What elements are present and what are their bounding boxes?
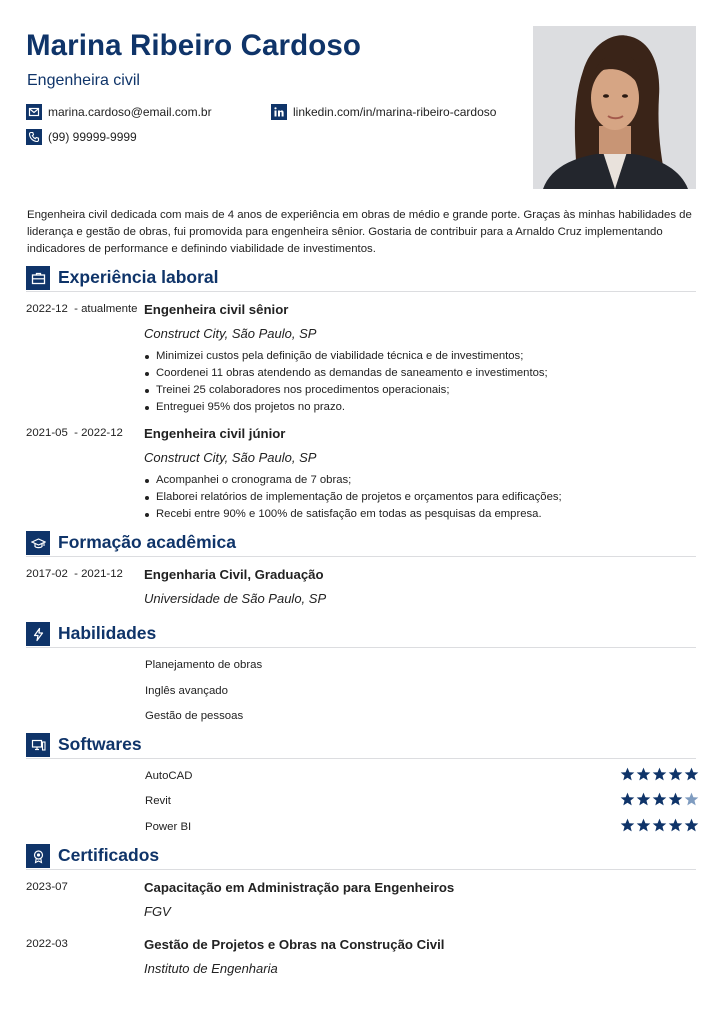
- job-title-entry: Engenheira civil júnior: [144, 426, 286, 441]
- degree-title: Engenharia Civil, Graduação: [144, 567, 324, 582]
- star-icon: [620, 767, 635, 782]
- section-education-header: [26, 531, 696, 557]
- section-software-header: [26, 733, 696, 759]
- contact-email: [26, 104, 212, 120]
- star-icon: [636, 818, 651, 833]
- profile-summary: Engenheira civil dedicada com mais de 4 anos de experiência em obras de médio e grande porte. Graças às minhas habilidades de liderança e gestão de obras, fui promovida para engenheira sênior. Gostaria de contribuir para a Arnaldo Cruz implementando indicadores de performance e definindo viabilidade de investimentos.: [27, 209, 692, 255]
- phone-text: (99) 99999-9999: [48, 130, 137, 144]
- software-name: Revit: [145, 795, 171, 807]
- certificate-date: 2022-03: [26, 938, 68, 950]
- rating-stars: [620, 767, 699, 782]
- section-title: Habilidades: [58, 623, 157, 643]
- certificate-issuer: FGV: [144, 904, 171, 919]
- section-experience-header: [26, 266, 696, 292]
- certificate-title: Capacitação em Administração para Engenheiros: [144, 880, 455, 895]
- candidate-name: Marina Ribeiro Cardoso: [26, 29, 361, 62]
- certificate-issuer: Instituto de Engenharia: [144, 961, 278, 976]
- certificate-icon: [26, 844, 50, 868]
- list-item: Recebi entre 90% e 100% de satisfação em todas as pesquisas da empresa.: [144, 506, 562, 523]
- email-text[interactable]: marina.cardoso@email.com.br: [48, 105, 212, 119]
- school-name: Universidade de São Paulo, SP: [144, 591, 327, 606]
- contact-linkedin: [271, 104, 496, 120]
- job-title-entry: Engenheira civil sênior: [144, 302, 289, 317]
- list-item: Treinei 25 colaboradores nos procedimentos operacionais;: [144, 382, 548, 399]
- list-item: Coordenei 11 obras atendendo as demandas de saneamento e investimentos;: [144, 365, 548, 382]
- computer-icon: [26, 733, 50, 757]
- section-title: Formação acadêmica: [58, 532, 237, 552]
- star-icon: [684, 818, 699, 833]
- contact-phone: [26, 129, 137, 145]
- section-certificates-header: [26, 844, 696, 870]
- list-item: Minimizei custos pela definição de viabilidade técnica e de investimentos;: [144, 348, 548, 365]
- certificate-title: Gestão de Projetos e Obras na Construção Civil: [144, 937, 445, 952]
- star-icon: [684, 767, 699, 782]
- star-icon: [652, 767, 667, 782]
- job-date: 2021-05 - 2022-12: [26, 427, 123, 439]
- star-icon: [652, 818, 667, 833]
- skill-item: Inglês avançado: [145, 685, 228, 697]
- job-date: 2022-12 - atualmente: [26, 303, 138, 315]
- job-employer: Construct City, São Paulo, SP: [144, 326, 317, 341]
- list-item: Entreguei 95% dos projetos no prazo.: [144, 399, 548, 416]
- star-icon: [620, 792, 635, 807]
- star-icon: [668, 818, 683, 833]
- education-date: 2017-02 - 2021-12: [26, 568, 123, 580]
- briefcase-icon: [26, 266, 50, 290]
- profile-photo: [533, 26, 696, 189]
- list-item: Elaborei relatórios de implementação de projetos e orçamentos para edificações;: [144, 489, 562, 506]
- star-icon: [668, 792, 683, 807]
- section-title: Experiência laboral: [58, 267, 219, 287]
- skill-item: Planejamento de obras: [145, 659, 263, 671]
- section-title: Softwares: [58, 734, 142, 754]
- job-title: Engenheira civil: [27, 72, 140, 89]
- star-icon: [652, 792, 667, 807]
- star-icon: [620, 818, 635, 833]
- section-title: Certificados: [58, 845, 160, 865]
- job-employer: Construct City, São Paulo, SP: [144, 450, 317, 465]
- star-icon: [636, 792, 651, 807]
- star-icon: [684, 792, 699, 807]
- star-icon: [636, 767, 651, 782]
- lightning-icon: [26, 622, 50, 646]
- list-item: Acompanhei o cronograma de 7 obras;: [144, 472, 562, 489]
- section-skills-header: [26, 622, 696, 648]
- rating-stars: [620, 792, 699, 807]
- skill-item: Gestão de pessoas: [145, 710, 244, 722]
- rating-stars: [620, 818, 699, 833]
- linkedin-text[interactable]: linkedin.com/in/marina-ribeiro-cardoso: [293, 105, 497, 119]
- graduation-cap-icon: [26, 531, 50, 555]
- phone-icon: [26, 129, 42, 145]
- software-name: AutoCAD: [145, 770, 193, 782]
- software-name: Power BI: [145, 821, 192, 833]
- star-icon: [668, 767, 683, 782]
- job-bullets: [144, 472, 562, 523]
- certificate-date: 2023-07: [26, 881, 68, 893]
- job-bullets: [144, 348, 548, 416]
- email-icon: [26, 104, 42, 120]
- linkedin-icon: [271, 104, 287, 120]
